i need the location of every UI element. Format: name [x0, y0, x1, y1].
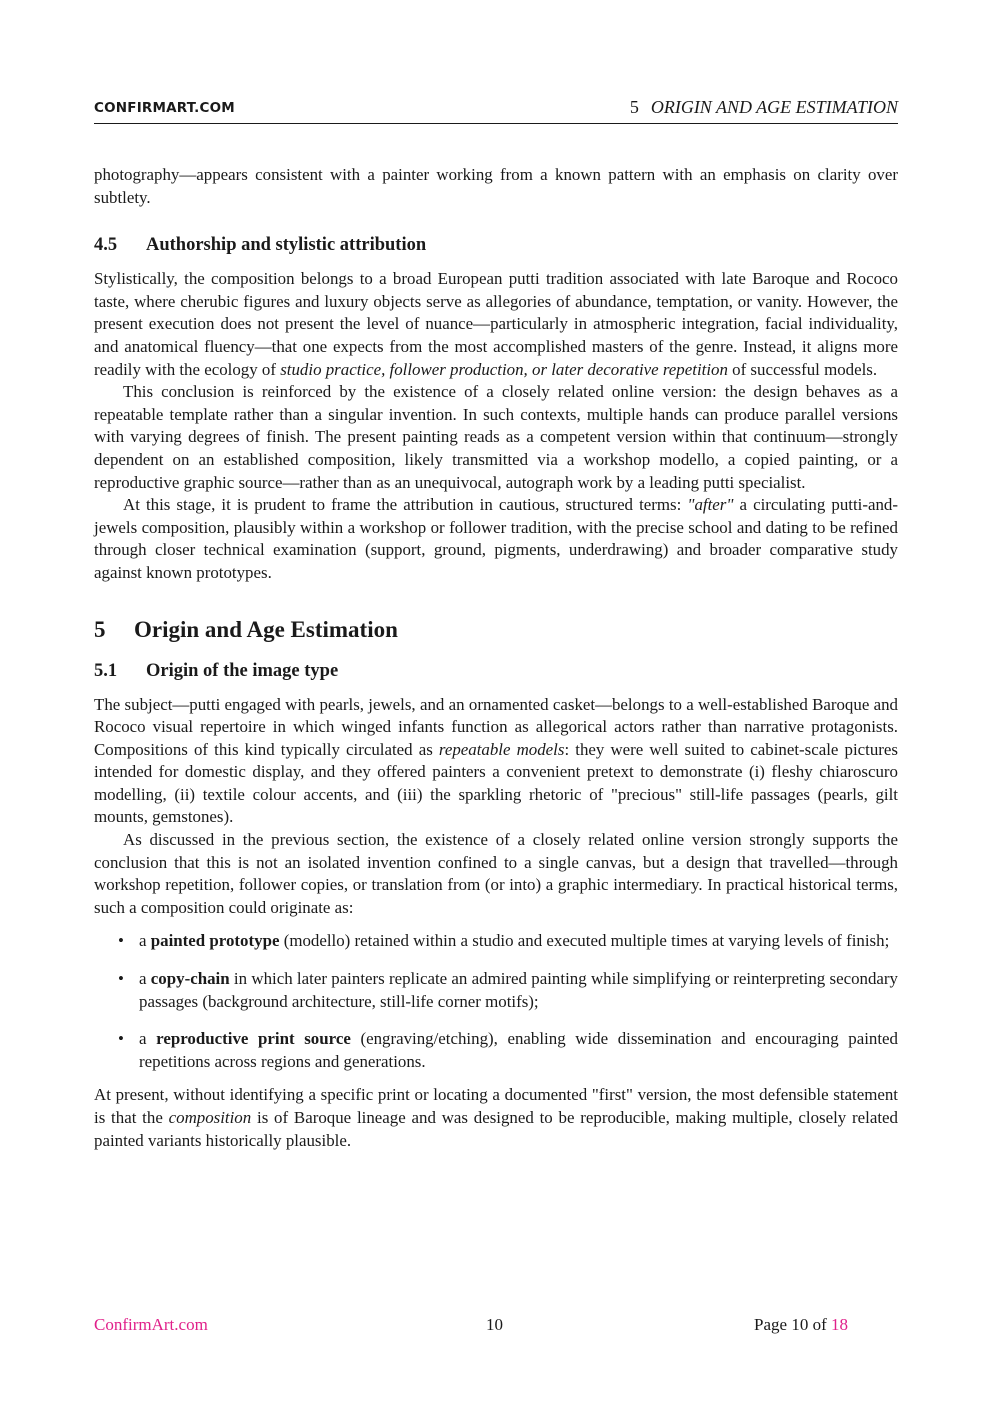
- list-item: [94, 968, 898, 1013]
- text-run: The subject—putti engaged with pearls, jewels, and an ornamented casket—belongs to a well-established Baroque and Rococo visual repertoire in which winged infants function as allegorical actors rather than narrative protagonists. Compositions of this kind typically circulated as: [94, 694, 898, 759]
- paragraph: [94, 1084, 898, 1152]
- list-item: [94, 1028, 898, 1073]
- subsection-number: 5.1: [94, 660, 118, 681]
- emphasis-text: repeatable models: [438, 739, 565, 759]
- paragraph: [94, 494, 898, 584]
- page-content: [94, 164, 898, 1152]
- text-run: a: [139, 969, 151, 989]
- footer-site-link[interactable]: ConfirmArt.com: [94, 1315, 208, 1334]
- list-item: [94, 930, 898, 953]
- text-run: : they were well suited to cabinet-scale pictures intended for domestic display, and they offered painters a convenient pretext to demonstrate (i) fleshy chiaroscuro modelling, (ii) textile colour accents, and (iii) the sparkling rhetoric of "precious" still-life passages (pearls, gilt mounts, gemstones).: [94, 739, 898, 827]
- text-run: At present, without identifying a specific print or locating a documented "first" version, the most defensible statement is that the: [94, 1085, 898, 1127]
- bold-term: reproductive print source: [156, 1029, 351, 1049]
- footer-page-number: 10: [486, 1315, 503, 1334]
- paragraph: [94, 268, 898, 381]
- emphasis-text: "after": [687, 495, 734, 515]
- text-run: a: [139, 931, 151, 951]
- subsection-number: 4.5: [94, 235, 118, 256]
- paragraph: As discussed in the previous section, the existence of a closely related online version strongly supports the conclusion that this is not an isolated invention confined to a single canvas, but a design that travelled—through workshop repetition, follower copies, or translation from (or into) a graphic intermediary. In practical historical terms, such a composition could originate as:: [94, 830, 898, 917]
- bullet-list: [94, 930, 898, 1073]
- site-logo: CONFIRMART.COM: [94, 100, 235, 116]
- subsection-heading-5-1: [94, 659, 898, 683]
- page-count-label: Page 10 of: [754, 1315, 831, 1334]
- section-number: 5: [94, 616, 106, 642]
- footer-page-count: [754, 1315, 848, 1335]
- section-heading-5: [94, 615, 898, 645]
- emphasis-text: studio practice, follower production, or later decorative repetition: [280, 359, 728, 379]
- bold-term: painted prototype: [150, 931, 280, 951]
- intro-paragraph: photography—appears consistent with a painter working from a known pattern with an emphasis on clarity over subtlety.: [94, 165, 898, 207]
- text-run: (engraving/etching), enabling wide dissemination and encouraging painted repetitions across regions and generations.: [139, 1029, 898, 1071]
- page-total-link[interactable]: 18: [831, 1315, 848, 1334]
- paragraph: [94, 694, 898, 830]
- running-head-title: ORIGIN AND AGE ESTIMATION: [650, 97, 898, 117]
- text-run: in which later painters replicate an admired painting while simplifying or reinterpreting secondary passages (background architecture, still-life corner motifs);: [139, 969, 898, 1011]
- text-run: Stylistically, the composition belongs to a broad European putti tradition associated with late Baroque and Rococo taste, where cherubic figures and luxury objects serve as allegories of abundance, temptation, or vanity. However, the present execution does not present the level of nuance—particularly in atmospheric integration, facial individuality, and anatomical fluency—that one expects from the most accomplished masters of the genre. Instead, it aligns more readily with the ecology of: [94, 269, 898, 379]
- bold-term: copy-chain: [150, 969, 230, 989]
- subsection-heading-4-5: [94, 233, 898, 257]
- text-run: At this stage, it is prudent to frame the attribution in cautious, structured terms:: [123, 495, 688, 515]
- subsection-title: Authorship and stylistic attribution: [146, 235, 427, 256]
- subsection-title: Origin of the image type: [146, 660, 339, 681]
- text-run: a: [139, 1029, 157, 1049]
- text-run: of successful models.: [727, 359, 878, 379]
- page-header: [94, 97, 898, 124]
- text-run: (modello) retained within a studio and executed multiple times at varying levels of finish;: [279, 931, 890, 951]
- section-title: Origin and Age Estimation: [134, 616, 398, 642]
- running-head-number: 5: [629, 97, 639, 117]
- paragraph: This conclusion is reinforced by the existence of a closely related online version: the design behaves as a repeatable template rather than a singular invention. In such contexts, multiple hands can produce parallel versions with varying degrees of finish. The present painting reads as a competent version within that continuum—strongly dependent on an established composition, likely transmitted via a workshop modello, a copied painting, or a reproductive graphic source—rather than as an unequivocal, autograph work by a leading putti specialist.: [94, 382, 898, 492]
- text-run: is of Baroque lineage and was designed to be reproducible, making multiple, closely related painted variants historically plausible.: [94, 1108, 898, 1150]
- text-run: a circulating putti-and-jewels composition, plausibly within a workshop or follower tradition, with the precise school and dating to be refined through closer technical examination (support, ground, pigments, underdrawing) and broader comparative study against known prototypes.: [94, 495, 899, 582]
- running-head: [630, 97, 898, 118]
- emphasis-text: composition: [168, 1108, 252, 1127]
